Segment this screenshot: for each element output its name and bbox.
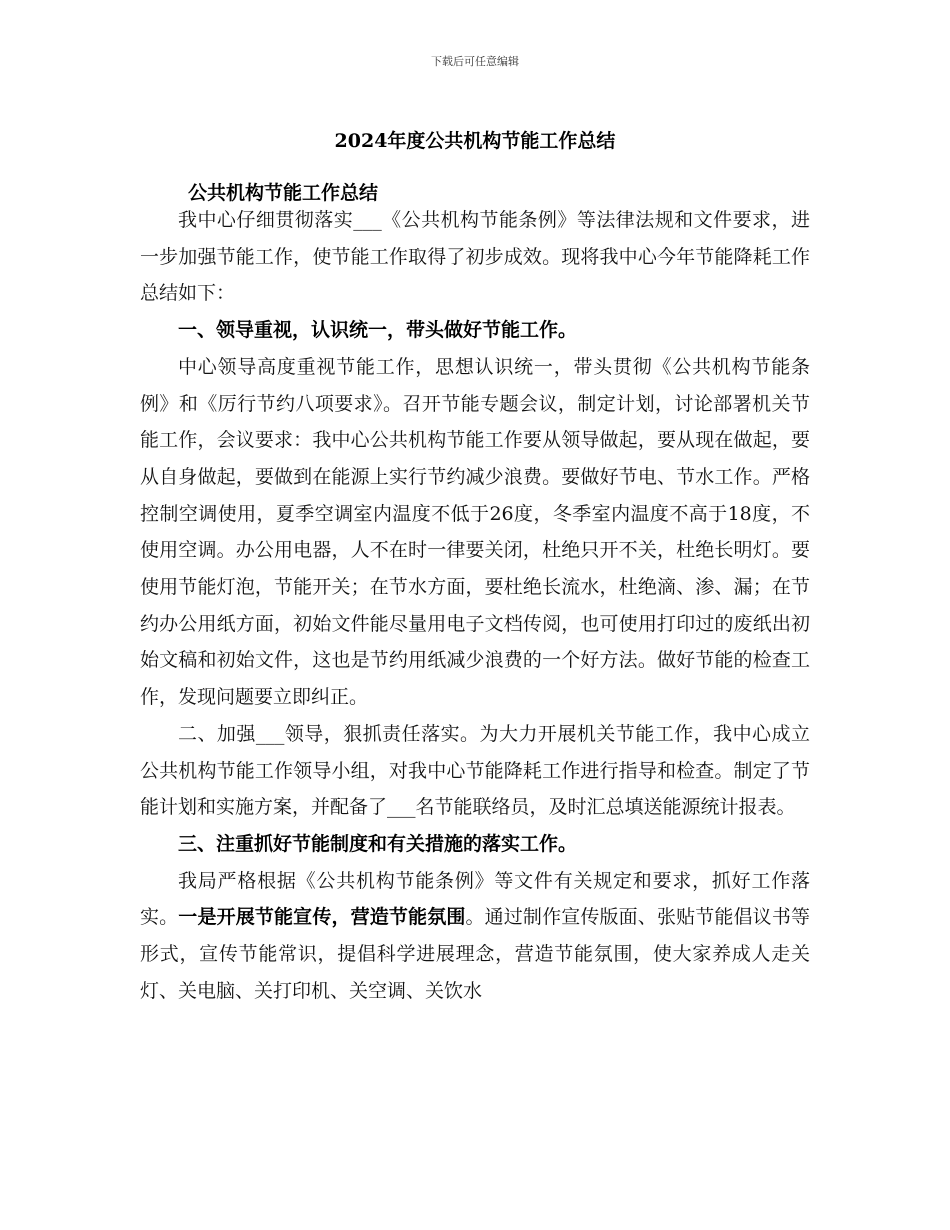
section1-heading: 一、领导重视，认识统一，带头做好节能工作。 [178,319,578,342]
document-body [140,202,810,1009]
section1-paragraph: 中心领导高度重视节能工作，思想认识统一，带头贯彻《公共机构节能条例》和《厉行节约八项要求》。召开节能专题会议，制定计划，讨论部署机关节能工作，会议要求：我中心公共机构节能工作要从领导做起，要从现在做起，要从自身做起，要做到在能源上实行节约减少浪费。要做好节电、节水工作。严格控制空调使用，夏季空调室内温度不低于26度，冬季室内温度不高于18度，不使用空调。办公用电器，人不在时一律要关闭，杜绝只开不关，杜绝长明灯。要使用节能灯泡，节能开关；在节水方面，要杜绝长流水，杜绝滴、渗、漏；在节约办公用纸方面，初始文件能尽量用电子文档传阅，也可使用打印过的废纸出初始文稿和初始文件，这也是节约用纸减少浪费的一个好方法。做好节能的检查工作，发现问题要立即纠正。 [140,355,810,709]
section2-paragraph: 二、加强___领导，狠抓责任落实。为大力开展机关节能工作，我中心成立公共机构节能工作领导小组，对我中心节能降耗工作进行指导和检查。制定了节能计划和实施方案，并配备了___名节能联络员，及时汇总填送能源统计报表。 [140,722,810,819]
section3-heading: 三、注重抓好节能制度和有关措施的落实工作。 [178,832,578,855]
intro-paragraph: 我中心仔细贯彻落实___《公共机构节能条例》等法律法规和文件要求，进一步加强节能工作，使节能工作取得了初步成效。现将我中心今年节能降耗工作总结如下： [140,209,810,305]
document-title: 2024年度公共机构节能工作总结 [334,130,616,152]
section3-bold-point: 一是开展节能宣传，营造节能氛围 [178,906,466,929]
section3-paragraph [140,863,810,1010]
document-subtitle: 公共机构节能工作总结 [188,182,379,204]
section3-text-start: 我局严格根据《公共机构节能条例》等文件有关规定和要求，抓好工作落实。 [140,869,810,929]
page-header-note: 下载后可任意编辑 [431,55,519,68]
section3-text-end: 。通过制作宣传版面、张贴节能倡议书等形式，宣传节能常识，提倡科学进展理念，营造节能氛围，使大家养成人走关灯、关电脑、关打印机、关空调、关饮水 [140,906,810,1002]
